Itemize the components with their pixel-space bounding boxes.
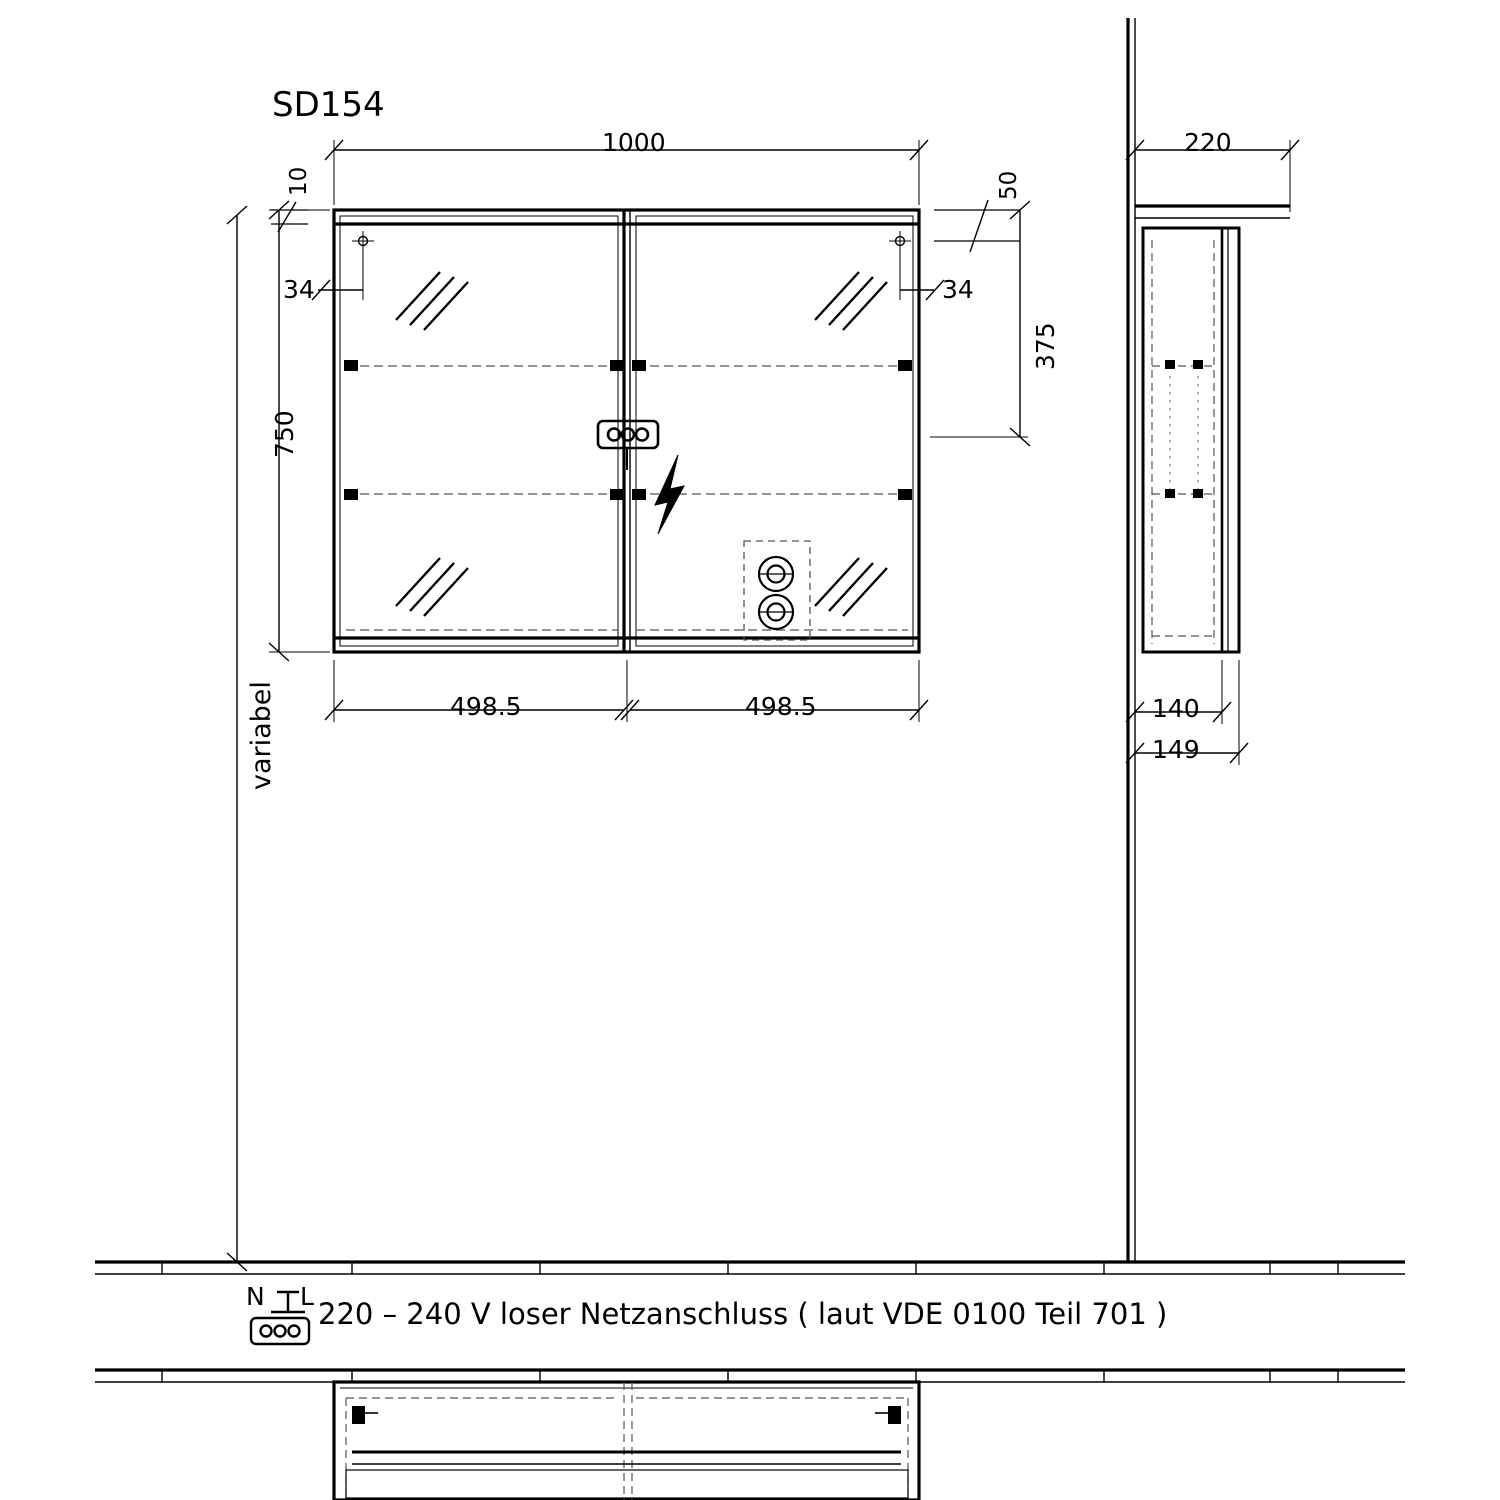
dim-side-inner-depth: 140	[1152, 694, 1200, 723]
dim-hinge-left: 34	[283, 275, 315, 304]
dim-shelf-height: 375	[1031, 322, 1060, 370]
dim-side-depth: 220	[1184, 128, 1232, 157]
dim-overall-width: 1000	[602, 128, 666, 157]
dim-right-top-offset: 50	[996, 170, 1022, 200]
dim-door-left-width: 498.5	[450, 692, 522, 721]
drawing-title: SD154	[272, 85, 385, 125]
dim-door-right-width: 498.5	[745, 692, 817, 721]
mains-connection-note: 220 – 240 V loser Netzanschluss ( laut VDE 0100 Teil 701 )	[318, 1297, 1168, 1331]
dim-side-body-depth: 149	[1152, 735, 1200, 764]
dim-hinge-right: 34	[942, 275, 974, 304]
phase-letter-l: L	[300, 1282, 314, 1311]
variable-height-label: variabel	[246, 681, 277, 790]
phase-letter-n: N	[246, 1282, 265, 1311]
dim-top-offset: 10	[286, 166, 312, 196]
dim-overall-height: 750	[270, 410, 299, 458]
